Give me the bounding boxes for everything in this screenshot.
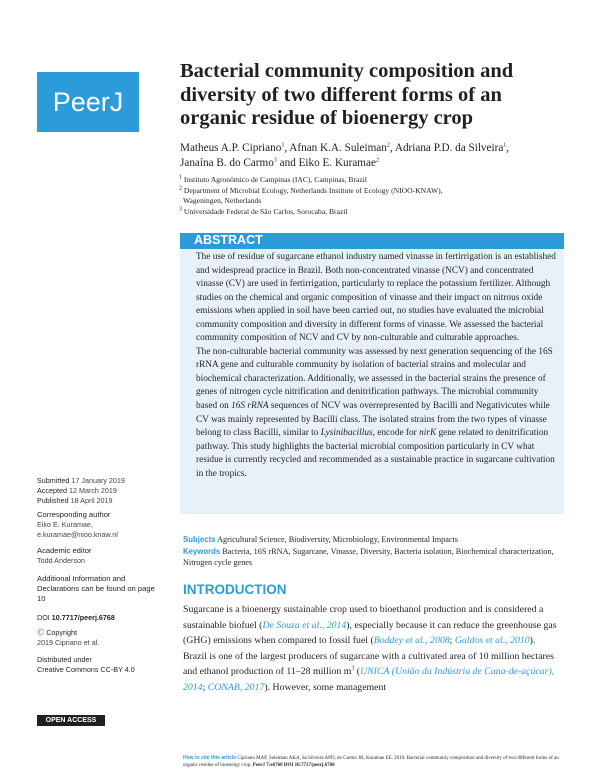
copyright [37,628,167,648]
keywords-label: Keywords [183,547,221,556]
affiliation [176,207,566,218]
label: DOI [37,613,50,622]
abstract-body [196,251,558,481]
paper-title: Bacterial community composition and diversity of two different forms of an organic residue of bioenergy crop [180,60,514,129]
author: Matheus A.P. Cipriano [180,142,282,154]
italic-term: Lysinibacillus [320,428,373,439]
affil-sup: 3 [179,205,182,212]
affiliation [176,175,566,186]
abstract-paragraph: The use of residue of sugarcane ethanol industry named vinasse in fertirrigation is an established and widespread practice in Brazil. Both non-concentrated vinasse (NCV) and concentrated vinasse (CV) are used in fertirrigation, particularly to replace the potassium fertilizer. Although studies on the chemical and organic composition of vinasse and their impact on nitrous oxide emissions when applied in soil have been carried out, no studies have evaluated the microbial community composition and diversity in different forms of vinasse. We assessed the bacterial community composition of NCV and CV by non-culturable and culturable approaches. [196,252,556,344]
label: Copyright [46,628,77,637]
citation-link[interactable]: CONAB, 2017 [207,681,265,693]
affil-sup: 2 [375,157,379,164]
corresponding-author [37,510,167,540]
author: Janaína B. do Carmo [180,157,274,169]
introduction-heading: INTRODUCTION [183,582,287,597]
label: Distributed under [37,655,92,664]
submitted-line [37,476,167,486]
text-run: ; [449,635,455,647]
affil-sup: 2 [179,184,182,191]
affil-sup: 1 [281,142,285,149]
license-link[interactable]: Creative Commons CC-BY 4.0 [37,665,135,674]
affil-text: Universidade Federal de São Carlos, Sorocaba, Brazil [183,206,348,216]
affil-sup: 1 [503,142,507,149]
affil-sup: 3 [273,157,277,164]
citation-link[interactable]: De Souza et al., 2014 [262,619,347,631]
separator: , [284,142,290,154]
accepted-line [37,486,167,496]
text-run: ). Brazil is one of the largest producers of sugarcane with a cultivated area of 10 million hectares and ethanol production of 11–28 million m [183,635,554,678]
value: 17 January 2019 [71,476,125,485]
affiliation [176,196,566,207]
doi-link[interactable]: 10.7717/peerj.6768 [51,613,115,622]
superscript: 3 [351,666,355,673]
additional-info [37,574,159,604]
subjects-text: Agricultural Science, Biodiversity, Microbiology, Environmental Impacts [217,535,458,544]
subjects [183,534,563,545]
keywords-text: Bacteria, 16S rRNA, Sugarcane, Vinasse, Diversity, Bacteria isolation, Biochemical characterization, Nitrogen cycle genes [183,547,554,567]
italic-term: 16S rRNA [231,401,269,412]
footer-text: Cipriano MAP, Suleiman AKA, da Silveira APD, do Carmo JB, Kuramae EE. 2019. Bacterial community composition and diversity of two different forms of an organic residue of bioenergy crop. [183,756,559,768]
text-run: , encode for [372,428,420,439]
doi [37,613,167,623]
additional-info-link[interactable]: Additional Information and Declarations can be found on page 10 [37,574,155,603]
published-line [37,496,167,506]
open-access-badge: OPEN ACCESS [37,715,105,726]
copyright-line [37,628,167,638]
text-run: ; [202,681,208,693]
abstract-heading: ABSTRACT [194,233,263,247]
footer-label: How to cite this article [183,755,237,761]
value: 12 March 2019 [68,486,117,495]
affil-text: Instituto Agronômico de Campinas (IAC), Campinas, Brazil [183,175,367,184]
text-run: gene related to denitrification pathway. This study highlights the bacterial microbial composition particularly in CV what residue is currently recycled and recommended as a sustainable practice in sugarcane cultivation in the tropics. [196,428,555,479]
citation-footer [183,755,563,769]
license [37,655,167,675]
affil-sup: 1 [179,174,182,181]
author: Adriana P.D. da Silveira [394,142,504,154]
author-line-2 [180,156,570,171]
submission-dates [37,476,167,506]
introduction-body [183,602,561,696]
logo-text: PeerJ [52,86,124,117]
separator: , [506,142,510,154]
citation-link[interactable]: UNICA (União da Indústria de Cana-de-açúcar), 2014 [183,666,555,693]
separator: and [276,157,299,169]
peerj-logo [37,72,139,132]
email-link[interactable]: e.kuramae@nioo.knaw.nl [37,530,118,539]
separator: , [389,142,395,154]
abstract-header [180,233,564,249]
text-run: The non-culturable bacterial community was assessed by next generation sequencing of the 16S rRNA gene and culturable community by isolation of bacterial strains and molecular and biochemical characterization. Additionally, we assessed in the bacterial strains the presence of genes of nitrogen cycle nitrification and denitrification pathways. The microbial community based on [196,346,553,412]
author-line-1 [180,141,570,156]
footer-journal: PeerJ 7:e6768 DOI 10.7717/peerj.6768 [252,762,335,768]
affil-text: Department of Microbial Ecology, Netherlands Institute of Ecology (NIOO-KNAW), [183,185,443,195]
text-run: ), especially because it can reduce the greenhouse gas (GHG) emissions when compared to fossil fuel ( [183,619,557,647]
value: 18 April 2019 [70,496,113,505]
italic-term: nirK [419,428,437,439]
label: Published [37,496,69,505]
text-run: sequences of NCV was overrepresented by Bacilli and Negativicutes while CV was mainly represented by Bacilli class. The isolated strains from the two types of vinasse belong to class Bacilli, similar to [196,401,550,439]
keywords [183,546,563,568]
author: Afnan K.A. Suleiman [289,142,387,154]
affil-text: Wageningen, Netherlands [183,196,262,205]
citation-link[interactable]: Boddey et al., 2008 [373,635,450,647]
author-list [180,141,570,171]
value: 2019 Cipriano et al. [37,638,100,647]
label: Submitted [37,476,70,485]
citation-link[interactable]: Galdos et al., 2010 [454,635,530,647]
text-run: ( [354,666,361,678]
affil-sup: 2 [386,142,390,149]
label: Corresponding author [37,510,111,519]
value: Todd Anderson [37,556,85,565]
abstract-paragraph [196,346,558,481]
label: Academic editor [37,546,92,555]
label: Accepted [37,486,67,495]
text-run: ). However, some management [264,681,387,693]
copyright-icon: Ⓒ [37,628,45,637]
value: Eiko E. Kuramae, [37,520,93,529]
text-run: Sugarcane is a bioenergy sustainable crop used to bioethanol production and is considered a sustainable biofuel ( [183,604,544,631]
academic-editor [37,546,167,566]
affiliation [176,186,566,197]
author: Eiko E. Kuramae [298,157,376,169]
subjects-label: Subjects [183,535,216,544]
affiliations [176,175,566,217]
